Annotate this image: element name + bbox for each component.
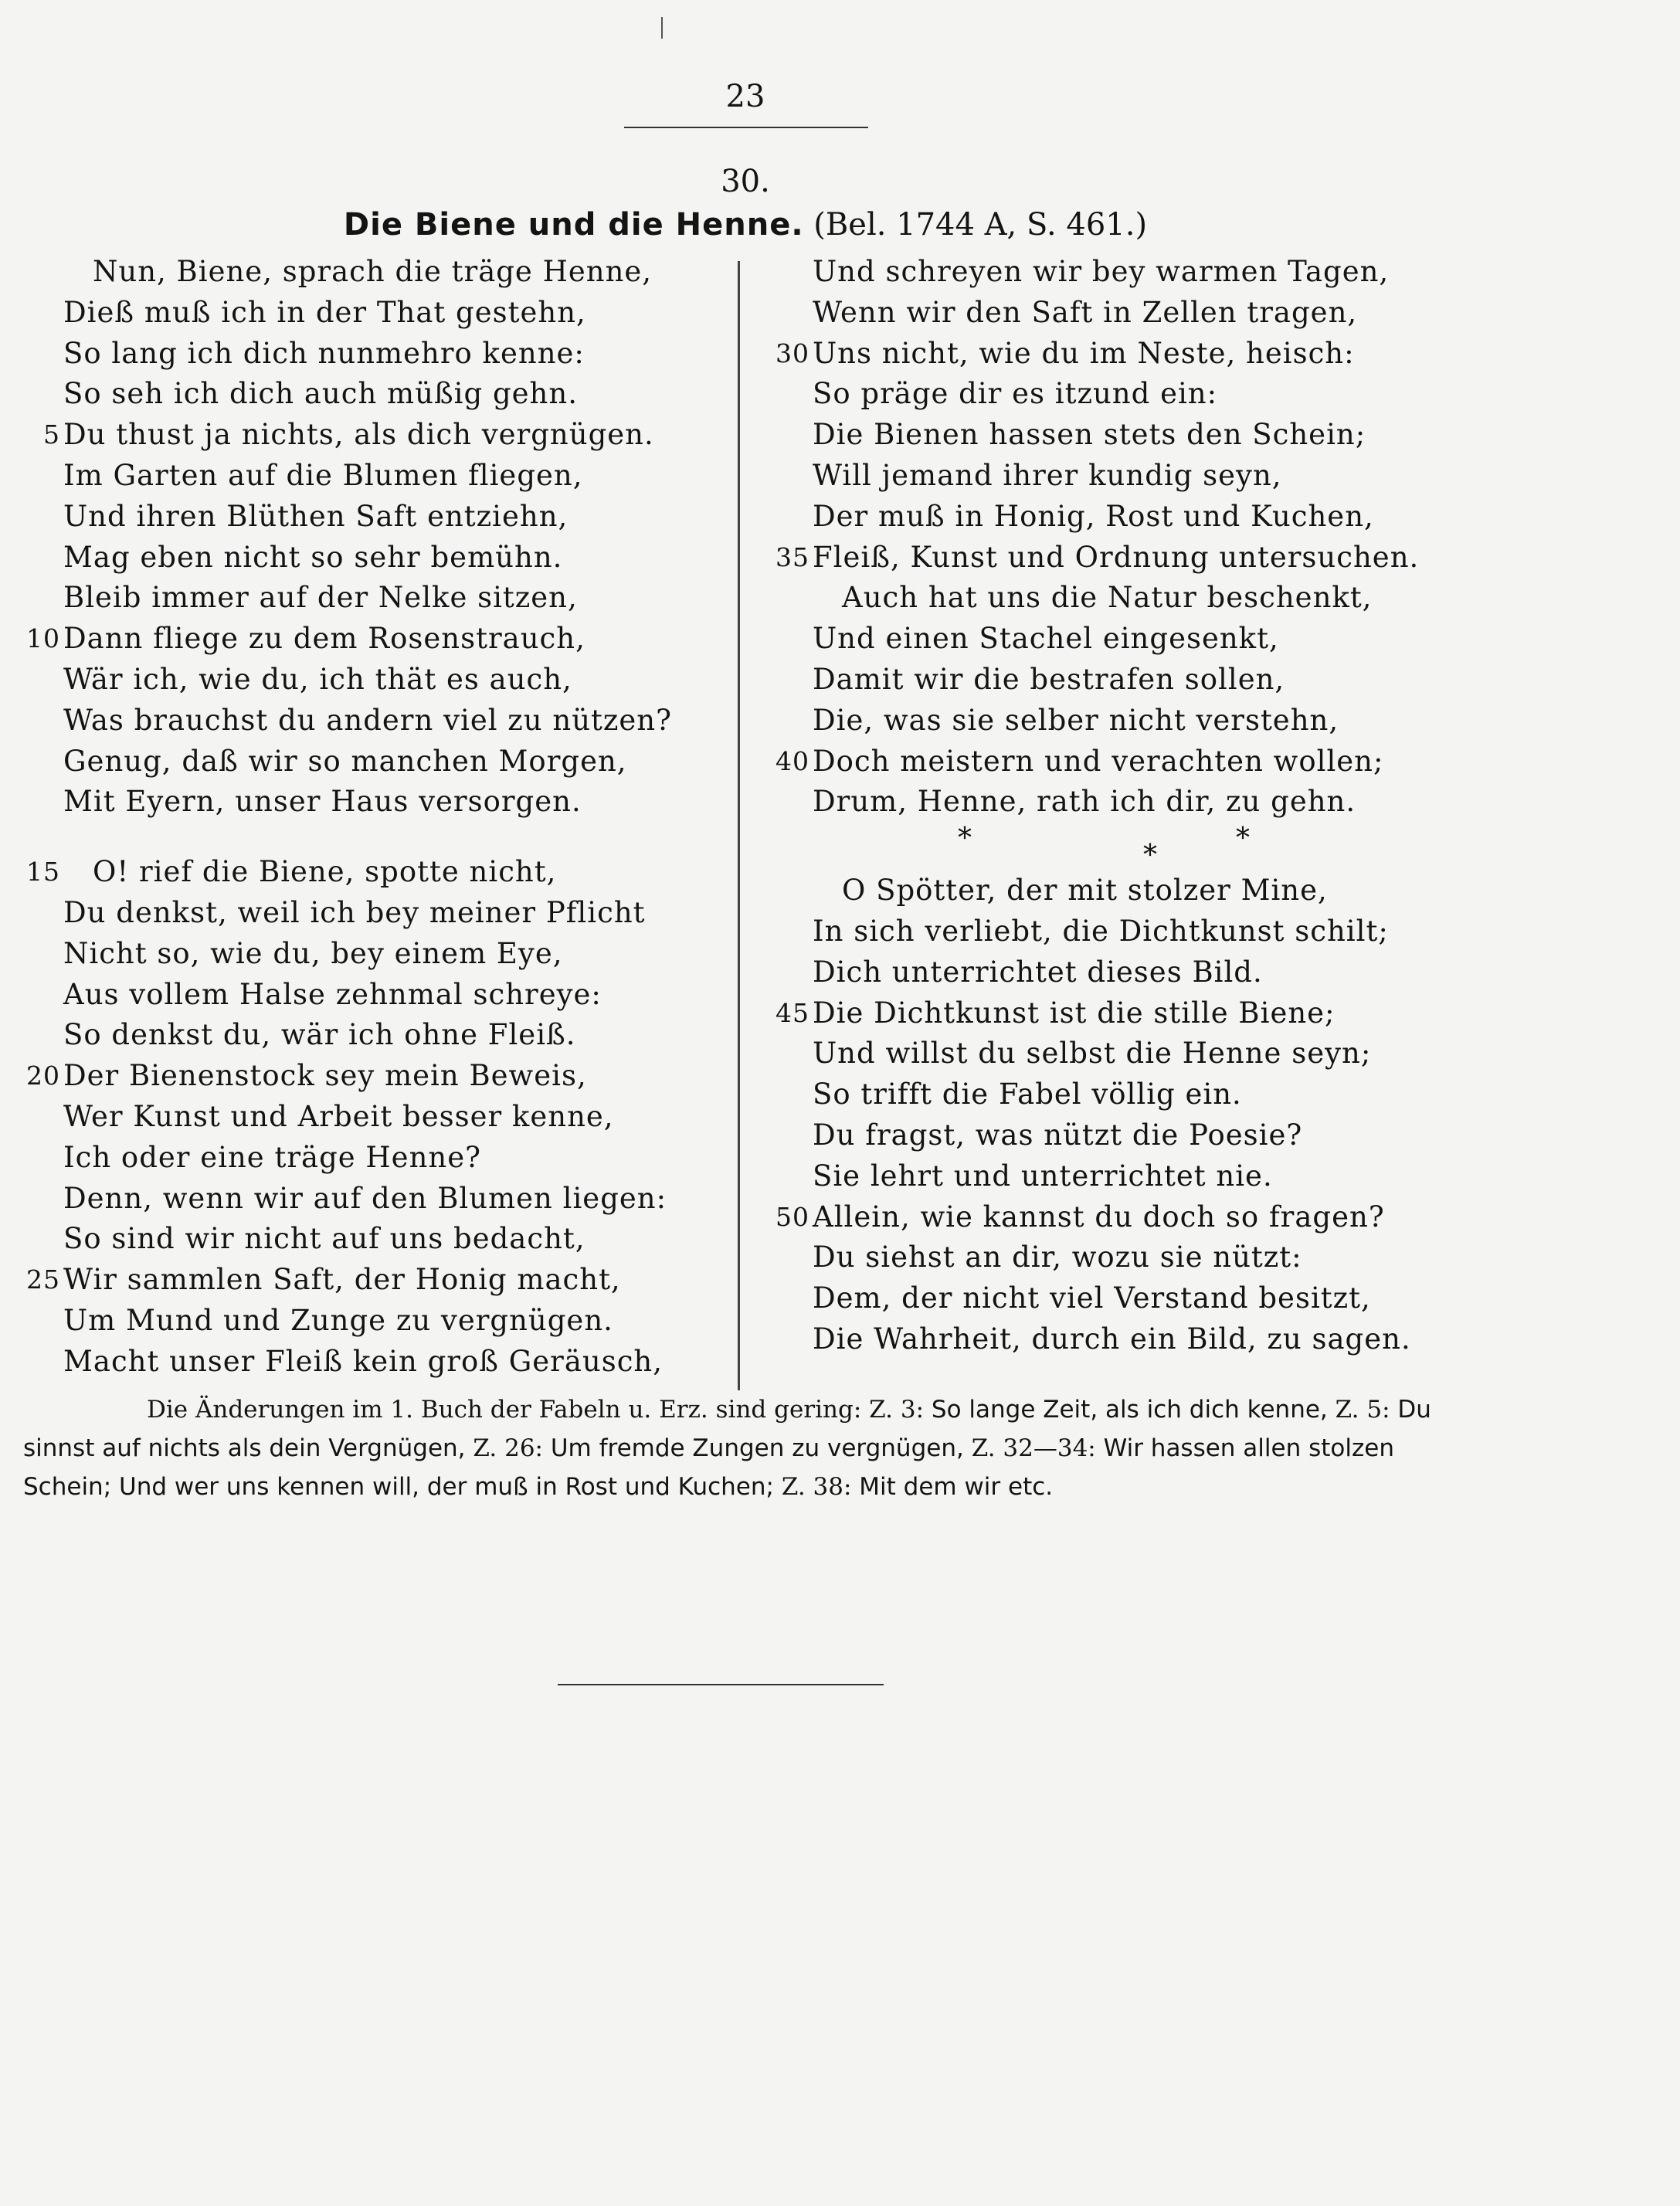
poem-column-left xyxy=(8,252,687,1383)
verse-line xyxy=(8,1260,687,1301)
verse-line xyxy=(757,578,1437,619)
verse-text: Die Dichtkunst ist die stille Biene; xyxy=(813,996,1336,1030)
verse-line xyxy=(8,742,687,782)
verse-text: Doch meistern und verachten wollen; xyxy=(813,744,1384,778)
verse-text: Der Bienenstock sey mein Beweis, xyxy=(63,1059,587,1093)
verse-text: Mit Eyern, unser Haus versorgen. xyxy=(63,785,582,819)
verse-line xyxy=(757,497,1437,538)
verse-line xyxy=(757,334,1437,375)
footnote-ref-32: Z. 32—34: xyxy=(971,1434,1096,1462)
footnote-quote-5: Mit dem wir etc. xyxy=(859,1473,1054,1501)
verse-text: Du thust ja nichts, als dich vergnügen. xyxy=(63,418,654,452)
asterism-star: * xyxy=(1236,823,1250,855)
line-number: 10 xyxy=(26,623,60,654)
verse-text: Bleib immer auf der Nelke sitzen, xyxy=(63,581,578,615)
verse-line xyxy=(8,1015,687,1056)
verse-text: Die Bienen hassen stets den Schein; xyxy=(813,418,1366,452)
verse-text: Allein, wie kannst du doch so fragen? xyxy=(813,1200,1385,1234)
stanza-gap xyxy=(8,823,687,852)
poem-number: 30. xyxy=(721,164,770,199)
verse-text: Nicht so, wie du, bey einem Eye, xyxy=(63,936,563,970)
verse-text: Dieß muß ich in der That gestehn, xyxy=(63,295,586,329)
footnote-intro: Die Änderungen im 1. Buch der Fabeln u. Erz. sind gering: Z. 3: xyxy=(147,1396,925,1424)
verse-line xyxy=(757,660,1437,701)
verse-text: Denn, wenn wir auf den Blumen liegen: xyxy=(63,1181,667,1215)
line-number: 45 xyxy=(776,997,809,1028)
verse-text: So trifft die Fabel völlig ein. xyxy=(813,1078,1242,1111)
verse-line xyxy=(757,374,1437,415)
verse-text: Was brauchst du andern viel zu nützen? xyxy=(63,703,672,737)
footer-rule xyxy=(558,1684,884,1685)
verse-line xyxy=(757,1156,1437,1197)
page-number: 23 xyxy=(725,79,765,114)
verse-line xyxy=(757,952,1437,993)
verse-line xyxy=(757,1319,1437,1360)
verse-line xyxy=(8,782,687,823)
verse-line xyxy=(8,619,687,660)
verse-text: In sich verliebt, die Dichtkunst schilt; xyxy=(813,914,1389,948)
verse-text: Wer Kunst und Arbeit besser kenne, xyxy=(63,1099,614,1133)
verse-text: Und ihren Blüthen Saft entziehn, xyxy=(63,499,568,533)
verse-line xyxy=(8,1219,687,1260)
verse-line xyxy=(8,1179,687,1220)
verse-text: Dann fliege zu dem Rosenstrauch, xyxy=(63,622,585,656)
verse-text: Fleiß, Kunst und Ordnung untersuchen. xyxy=(813,540,1420,574)
line-number: 50 xyxy=(776,1201,809,1232)
verse-text: Damit wir die bestrafen sollen, xyxy=(813,662,1285,696)
verse-line xyxy=(757,293,1437,334)
verse-text: Genug, daß wir so manchen Morgen, xyxy=(63,744,627,778)
line-number: 35 xyxy=(776,541,809,572)
verse-text: Ich oder eine träge Henne? xyxy=(63,1140,481,1174)
verse-text: Und einen Stachel eingesenkt, xyxy=(813,622,1279,656)
verse-text: Du denkst, weil ich bey meiner Pflicht xyxy=(63,895,646,929)
verse-text: So lang ich dich nunmehro kenne: xyxy=(63,336,585,370)
verse-text: So seh ich dich auch müßig gehn. xyxy=(63,377,578,411)
verse-text: Die, was sie selber nicht verstehn, xyxy=(813,703,1339,737)
verse-line xyxy=(8,252,687,293)
line-number: 40 xyxy=(776,745,809,776)
verse-line xyxy=(8,660,687,701)
verse-text: Auch hat uns die Natur beschenkt, xyxy=(842,581,1373,615)
poem-column-right xyxy=(757,252,1437,1360)
verse-text: Wär ich, wie du, ich thät es auch, xyxy=(63,662,572,696)
footnote-text xyxy=(23,1390,1437,1506)
verse-line xyxy=(757,701,1437,742)
verse-line xyxy=(8,1301,687,1342)
verse-line xyxy=(757,782,1437,823)
verse-line xyxy=(757,619,1437,660)
verse-line xyxy=(757,1197,1437,1238)
scan-mark xyxy=(661,17,663,39)
verse-line xyxy=(8,374,687,415)
verse-text: Und willst du selbst die Henne seyn; xyxy=(813,1037,1372,1071)
verse-text: So präge dir es itzund ein: xyxy=(813,377,1218,411)
verse-text: Du siehst an dir, wozu sie nützt: xyxy=(813,1240,1302,1274)
verse-line xyxy=(8,578,687,619)
footnote-ref-26: Z. 26: xyxy=(473,1434,543,1462)
verse-text: Und schreyen wir bey warmen Tagen, xyxy=(813,255,1390,288)
footnote-ref-38: Z. 38: xyxy=(781,1473,852,1501)
verse-line xyxy=(8,293,687,334)
verse-line xyxy=(8,1342,687,1383)
verse-text: Im Garten auf die Blumen fliegen, xyxy=(63,458,583,492)
line-number: 30 xyxy=(776,338,809,368)
footnote-quote-2: Du sinnst auf nichts als dein Vergnügen, xyxy=(23,1396,1431,1462)
verse-line xyxy=(757,911,1437,952)
verse-line xyxy=(8,334,687,375)
verse-line xyxy=(8,538,687,579)
verse-text: Dich unterrichtet dieses Bild. xyxy=(813,955,1263,989)
verse-line xyxy=(757,1033,1437,1074)
verse-line xyxy=(757,1237,1437,1278)
verse-line xyxy=(8,497,687,538)
verse-text: Um Mund und Zunge zu vergnügen. xyxy=(63,1303,613,1337)
footnote-ref-5: Z. 5: xyxy=(1335,1396,1390,1424)
verse-line xyxy=(8,934,687,975)
verse-text: So sind wir nicht auf uns bedacht, xyxy=(63,1222,585,1256)
verse-line xyxy=(757,993,1437,1034)
line-number: 5 xyxy=(43,419,60,450)
verse-line xyxy=(8,893,687,934)
verse-line xyxy=(757,1074,1437,1115)
asterism xyxy=(757,823,1437,871)
footnote-quote-3: Um fremde Zungen zu vergnügen, xyxy=(550,1434,964,1462)
verse-text: Drum, Henne, rath ich dir, zu gehn. xyxy=(813,785,1356,819)
verse-text: Die Wahrheit, durch ein Bild, zu sagen. xyxy=(813,1322,1411,1356)
verse-text: Du fragst, was nützt die Poesie? xyxy=(813,1118,1303,1152)
verse-text: Macht unser Fleiß kein groß Geräusch, xyxy=(63,1344,664,1378)
verse-text: Sie lehrt und unterrichtet nie. xyxy=(813,1159,1273,1193)
verse-text: O Spötter, der mit stolzer Mine, xyxy=(842,874,1328,908)
line-number: 25 xyxy=(26,1264,60,1295)
verse-line xyxy=(8,415,687,456)
verse-line xyxy=(757,871,1437,911)
verse-line xyxy=(757,252,1437,293)
verse-text: Wir sammlen Saft, der Honig macht, xyxy=(63,1263,621,1297)
footnote xyxy=(23,1390,1437,1506)
footnote-quote-1: So lange Zeit, als ich dich kenne, xyxy=(931,1396,1328,1424)
asterism-star: * xyxy=(1143,840,1157,872)
verse-line xyxy=(8,975,687,1016)
asterism-star: * xyxy=(958,823,972,855)
verse-text: Aus vollem Halse zehnmal schreye: xyxy=(63,977,602,1011)
verse-text: Uns nicht, wie du im Neste, heisch: xyxy=(813,336,1355,370)
column-divider xyxy=(738,261,740,1390)
verse-line xyxy=(8,1056,687,1097)
verse-line xyxy=(757,415,1437,456)
verse-text: Wenn wir den Saft in Zellen tragen, xyxy=(813,295,1358,329)
line-number: 20 xyxy=(26,1061,60,1091)
verse-line xyxy=(8,1138,687,1179)
verse-text: Will jemand ihrer kundig seyn, xyxy=(813,458,1282,492)
verse-text: Der muß in Honig, Rost und Kuchen, xyxy=(813,499,1374,533)
verse-line xyxy=(757,456,1437,497)
verse-text: Dem, der nicht viel Verstand besitzt, xyxy=(813,1281,1371,1315)
verse-line xyxy=(8,701,687,742)
line-number: 15 xyxy=(26,857,60,887)
poem-source: (Bel. 1744 A, S. 461.) xyxy=(813,207,1148,243)
footnote-quote-4: Wir hassen allen stolzen Schein; Und wer uns kennen will, der muß in Rost und Kuchen; xyxy=(23,1434,1394,1501)
verse-line xyxy=(8,456,687,497)
verse-text: O! rief die Biene, spotte nicht, xyxy=(93,855,557,889)
poem-title: Die Biene und die Henne. xyxy=(343,207,804,243)
verse-line xyxy=(757,1278,1437,1319)
verse-line xyxy=(757,1115,1437,1156)
header-rule xyxy=(624,127,868,128)
poem-heading xyxy=(0,207,1491,243)
verse-line xyxy=(757,742,1437,782)
verse-text: Mag eben nicht so sehr bemühn. xyxy=(63,540,563,574)
verse-line xyxy=(757,538,1437,579)
verse-line xyxy=(8,1097,687,1138)
verse-line xyxy=(8,852,687,893)
verse-text: Nun, Biene, sprach die träge Henne, xyxy=(93,255,653,288)
verse-text: So denkst du, wär ich ohne Fleiß. xyxy=(63,1018,576,1052)
